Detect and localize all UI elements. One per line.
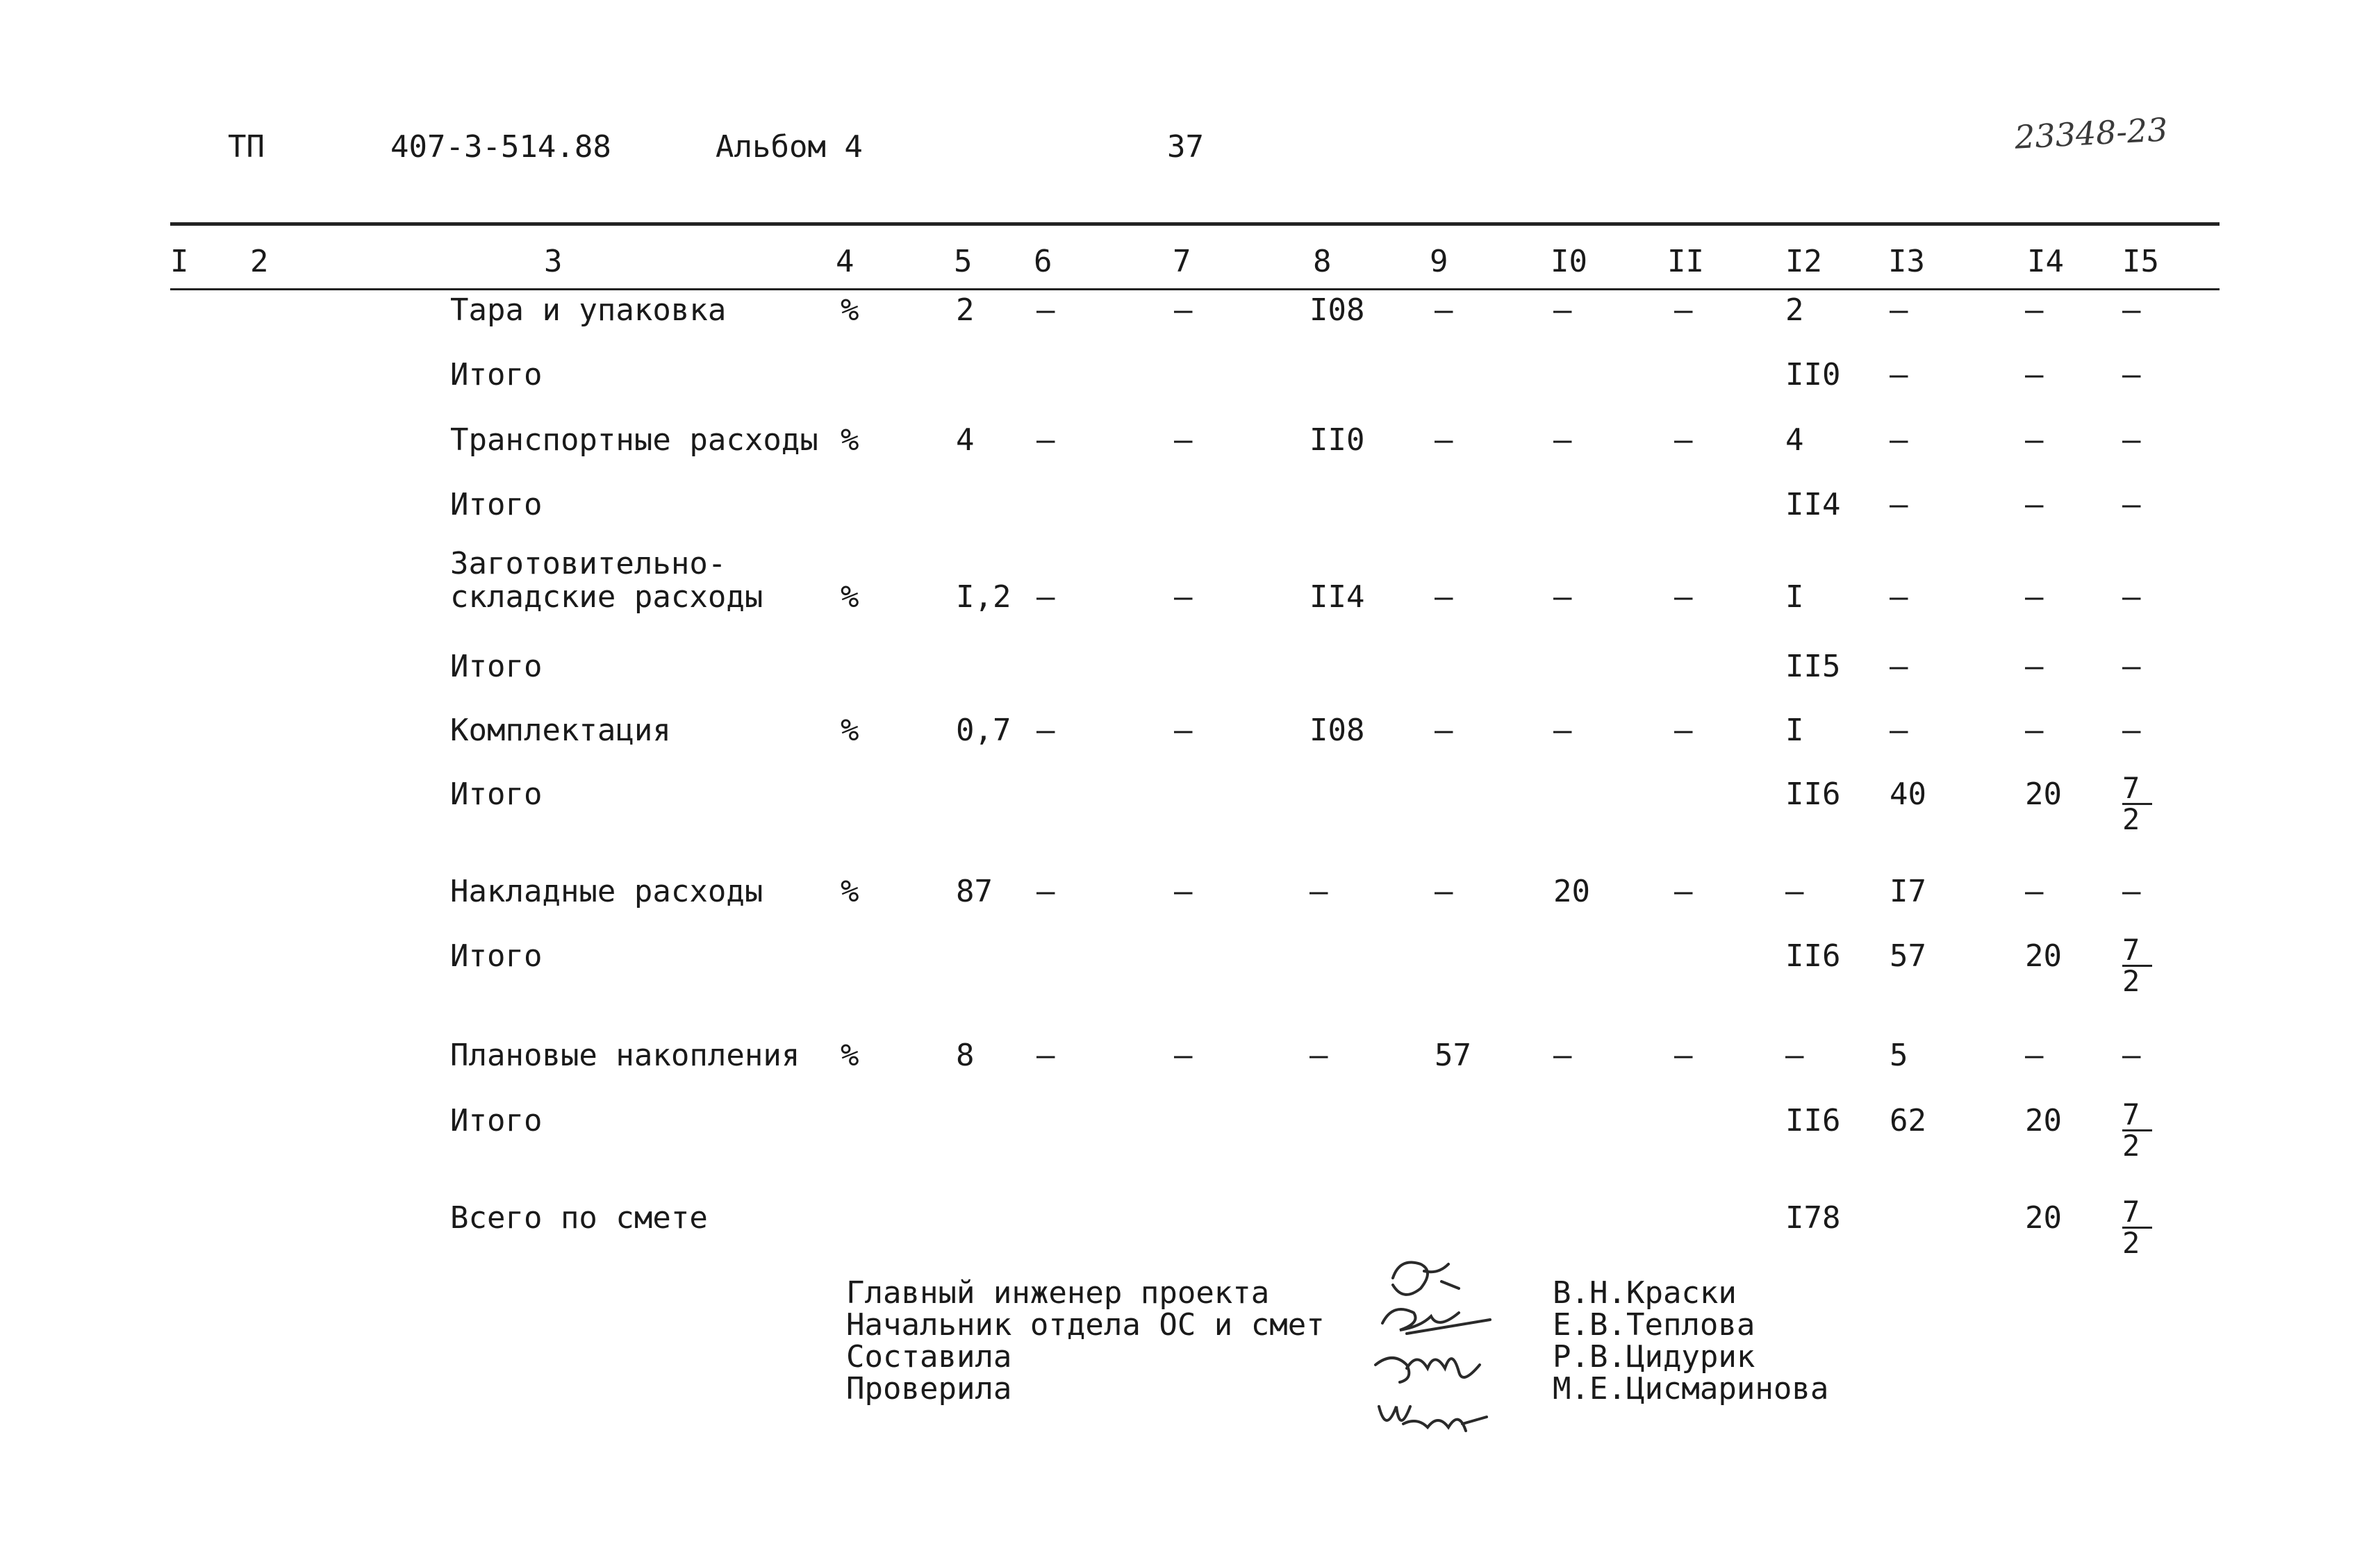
signature-role-3: Составила xyxy=(846,1339,1012,1375)
row-name: Итого xyxy=(450,938,543,974)
cell-c13: – xyxy=(1890,292,1908,328)
cell-c13: – xyxy=(1890,713,1908,748)
col-header-10: I0 xyxy=(1551,244,1587,279)
cell-c10: – xyxy=(1553,579,1572,615)
col-header-14: I4 xyxy=(2027,244,2064,279)
cell-c14: – xyxy=(2025,874,2044,909)
row-name: Плановые накопления xyxy=(450,1038,800,1073)
cell-c15: – xyxy=(2122,874,2141,909)
cell-c14: – xyxy=(2025,357,2044,392)
col-header-15: I5 xyxy=(2122,244,2159,279)
cell-c12: II4 xyxy=(1785,487,1841,522)
signature-name-1: В.Н.Краски xyxy=(1553,1275,1737,1311)
row-unit: % xyxy=(841,422,859,458)
fraction-denominator: 2 xyxy=(2122,1226,2140,1260)
signature-role-1: Главный инженер проекта xyxy=(846,1275,1270,1311)
page-number: 37 xyxy=(1167,129,1204,165)
cell-c8: – xyxy=(1309,874,1328,909)
cell-c12: I xyxy=(1785,713,1804,748)
cell-c9: – xyxy=(1435,422,1453,458)
cell-c15-fraction xyxy=(2122,1197,2152,1258)
cell-c8: I08 xyxy=(1309,713,1365,748)
cell-c5: 0,7 xyxy=(956,713,1011,748)
cell-c15-fraction xyxy=(2122,933,2152,998)
col-header-2: 2 xyxy=(250,244,269,279)
col-header-7: 7 xyxy=(1173,244,1191,279)
row-unit: % xyxy=(841,713,859,748)
cell-c5: I,2 xyxy=(956,579,1011,615)
row-name-line1: Заготовительно- xyxy=(450,546,727,581)
cell-c6: – xyxy=(1036,1038,1055,1073)
cell-c11: – xyxy=(1674,874,1693,909)
cell-c9: – xyxy=(1435,713,1453,748)
cell-c15-fraction xyxy=(2122,1097,2152,1163)
cell-c15: – xyxy=(2122,487,2141,522)
row-unit: % xyxy=(841,292,859,328)
cell-c12: II5 xyxy=(1785,649,1841,684)
cell-c5: 4 xyxy=(956,422,975,458)
fraction-numerator: 7 xyxy=(2122,1197,2152,1229)
cell-c14: 20 xyxy=(2025,938,2062,974)
cell-c12: II6 xyxy=(1785,938,1841,974)
cell-c12: II0 xyxy=(1785,357,1841,392)
cell-c15: – xyxy=(2122,292,2141,328)
fraction-denominator: 2 xyxy=(2122,1129,2140,1163)
cell-c14: 20 xyxy=(2025,777,2062,812)
cell-c14: – xyxy=(2025,579,2044,615)
cell-c10: – xyxy=(1553,1038,1572,1073)
project-code: 407-3-514.88 xyxy=(390,129,611,165)
cell-c7: – xyxy=(1174,292,1193,328)
cell-c12: 4 xyxy=(1785,422,1804,458)
cell-c15: – xyxy=(2122,713,2141,748)
col-header-1: I xyxy=(170,244,189,279)
col-header-13: I3 xyxy=(1888,244,1925,279)
cell-c14: 20 xyxy=(2025,1103,2062,1138)
cell-c15-fraction xyxy=(2122,771,2152,836)
row-name: Накладные расходы xyxy=(450,874,763,909)
signature-name-4: М.Е.Цисмаринова xyxy=(1553,1371,1829,1407)
cell-c14: – xyxy=(2025,713,2044,748)
cell-c11: – xyxy=(1674,579,1693,615)
cell-c15: – xyxy=(2122,1038,2141,1073)
cell-c5: 2 xyxy=(956,292,975,328)
row-name: Итого xyxy=(450,357,543,392)
cell-c10: 20 xyxy=(1553,874,1590,909)
cell-c14: 20 xyxy=(2025,1200,2062,1236)
cell-c6: – xyxy=(1036,292,1055,328)
table-top-rule xyxy=(170,222,2220,226)
cell-c7: – xyxy=(1174,579,1193,615)
signature-role-2: Начальник отдела ОС и смет xyxy=(846,1307,1325,1343)
cell-c11: – xyxy=(1674,422,1693,458)
cell-c11: – xyxy=(1674,713,1693,748)
col-header-9: 9 xyxy=(1430,244,1448,279)
cell-c13: I7 xyxy=(1890,874,1926,909)
col-header-3: 3 xyxy=(544,244,563,279)
cell-c15: – xyxy=(2122,422,2141,458)
cell-c15: – xyxy=(2122,357,2141,392)
table-header-rule xyxy=(170,288,2220,290)
cell-c13: 40 xyxy=(1890,777,1926,812)
row-unit: % xyxy=(841,1038,859,1073)
cell-c8: II4 xyxy=(1309,579,1365,615)
row-name: Итого xyxy=(450,1103,543,1138)
cell-c11: – xyxy=(1674,292,1693,328)
cell-c6: – xyxy=(1036,422,1055,458)
cell-c9: – xyxy=(1435,579,1453,615)
cell-c9: – xyxy=(1435,874,1453,909)
cell-c6: – xyxy=(1036,579,1055,615)
cell-c8: I08 xyxy=(1309,292,1365,328)
col-header-5: 5 xyxy=(954,244,973,279)
cell-c5: 87 xyxy=(956,874,993,909)
cell-c12: II6 xyxy=(1785,777,1841,812)
row-name: Итого xyxy=(450,777,543,812)
row-name: складские расходы xyxy=(450,579,763,615)
signature-role-4: Проверила xyxy=(846,1371,1012,1407)
cell-c15: – xyxy=(2122,579,2141,615)
album-label: Альбом 4 xyxy=(716,129,863,165)
fraction-numerator: 7 xyxy=(2122,936,2152,967)
cell-c11: – xyxy=(1674,1038,1693,1073)
fraction-denominator: 2 xyxy=(2122,964,2140,998)
signature-name-3: Р.В.Цидурик xyxy=(1553,1339,1755,1375)
row-name: Тара и упаковка xyxy=(450,292,727,328)
cell-c7: – xyxy=(1174,874,1193,909)
row-name: Транспортные расходы xyxy=(450,422,818,458)
cell-c9: – xyxy=(1435,292,1453,328)
cell-c10: – xyxy=(1553,292,1572,328)
col-header-4: 4 xyxy=(836,244,854,279)
col-header-11: II xyxy=(1667,244,1704,279)
col-header-8: 8 xyxy=(1313,244,1332,279)
row-unit: % xyxy=(841,579,859,615)
cell-c12: II6 xyxy=(1785,1103,1841,1138)
cell-c7: – xyxy=(1174,422,1193,458)
cell-c12: – xyxy=(1785,1038,1804,1073)
fraction-denominator: 2 xyxy=(2122,802,2140,836)
cell-c8: II0 xyxy=(1309,422,1365,458)
row-name: Итого xyxy=(450,487,543,522)
cell-c13: 57 xyxy=(1890,938,1926,974)
fraction-numerator: 7 xyxy=(2122,1100,2152,1131)
cell-c14: – xyxy=(2025,487,2044,522)
col-header-12: I2 xyxy=(1785,244,1822,279)
cell-c15: – xyxy=(2122,649,2141,684)
cell-c13: – xyxy=(1890,579,1908,615)
row-name: Всего по смете xyxy=(450,1200,708,1236)
cell-c13: 5 xyxy=(1890,1038,1908,1073)
cell-c14: – xyxy=(2025,649,2044,684)
series-label: ТП xyxy=(228,129,265,165)
col-header-6: 6 xyxy=(1034,244,1052,279)
cell-c5: 8 xyxy=(956,1038,975,1073)
cell-c13: – xyxy=(1890,422,1908,458)
cell-c13: – xyxy=(1890,357,1908,392)
cell-c14: – xyxy=(2025,422,2044,458)
cell-c12: I xyxy=(1785,579,1804,615)
archive-stamp: 23348-23 xyxy=(2013,110,2169,156)
cell-c14: – xyxy=(2025,1038,2044,1073)
signature-name-2: Е.В.Теплова xyxy=(1553,1307,1755,1343)
cell-c13: 62 xyxy=(1890,1103,1926,1138)
cell-c10: – xyxy=(1553,713,1572,748)
row-unit: % xyxy=(841,874,859,909)
row-name: Комплектация xyxy=(450,713,671,748)
handwritten-signatures xyxy=(1365,1250,1525,1459)
cell-c12: 2 xyxy=(1785,292,1804,328)
cell-c8: – xyxy=(1309,1038,1328,1073)
cell-c6: – xyxy=(1036,874,1055,909)
cell-c12: I78 xyxy=(1785,1200,1841,1236)
cell-c6: – xyxy=(1036,713,1055,748)
cell-c13: – xyxy=(1890,487,1908,522)
cell-c14: – xyxy=(2025,292,2044,328)
cell-c7: – xyxy=(1174,1038,1193,1073)
cell-c9: 57 xyxy=(1435,1038,1471,1073)
cell-c10: – xyxy=(1553,422,1572,458)
fraction-numerator: 7 xyxy=(2122,774,2152,805)
cell-c13: – xyxy=(1890,649,1908,684)
cell-c12: – xyxy=(1785,874,1804,909)
cell-c7: – xyxy=(1174,713,1193,748)
row-name: Итого xyxy=(450,649,543,684)
